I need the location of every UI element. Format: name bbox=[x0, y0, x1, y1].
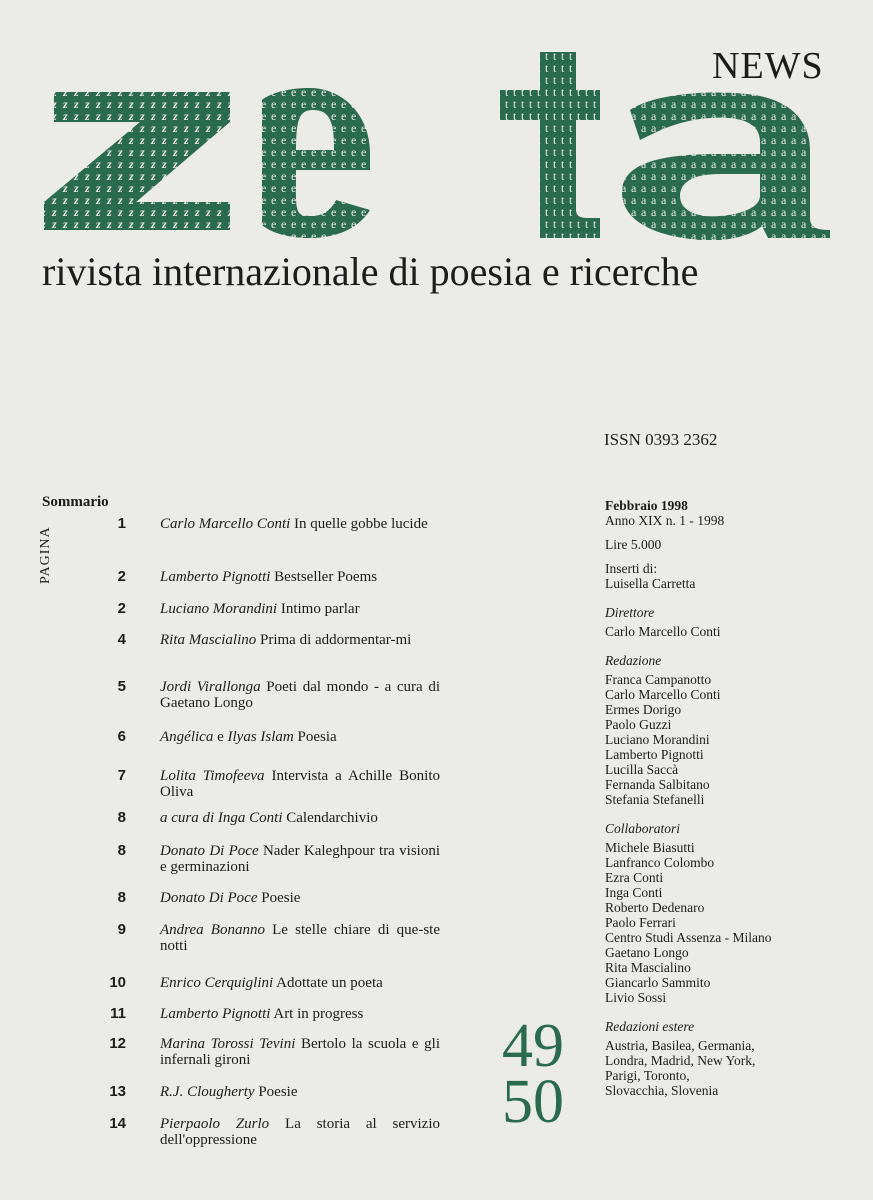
toc-entry-text bbox=[160, 679, 440, 711]
toc-entry-text bbox=[160, 632, 440, 648]
issn-number: ISSN 0393 2362 bbox=[604, 430, 718, 449]
issue-number bbox=[488, 1012, 578, 1136]
issue-price: Lire 5.000 bbox=[605, 537, 662, 552]
staff-name: Carlo Marcello Conti bbox=[605, 687, 721, 702]
staff-name: Rita Mascialino bbox=[605, 960, 691, 975]
toc-page-number: 8 bbox=[117, 842, 126, 859]
toc-author: Donato Di Poce bbox=[160, 890, 258, 906]
redazione-label: Redazione bbox=[605, 653, 662, 668]
toc-title: Adottate un poeta bbox=[276, 975, 383, 991]
staff-name: Lamberto Pignotti bbox=[605, 747, 704, 762]
news-label: NEWS bbox=[712, 45, 824, 87]
toc-author: Marina Torossi Tevini bbox=[160, 1036, 296, 1052]
toc-vertical-label: PAGINA bbox=[38, 526, 53, 584]
toc-entry-text bbox=[160, 1036, 440, 1068]
toc-title: Nader Kaleghpour tra visioni e germinazioni bbox=[160, 843, 440, 875]
toc-title: Art in progress bbox=[273, 1006, 364, 1022]
toc-author: Luciano Morandini bbox=[160, 601, 278, 617]
staff-name: Ezra Conti bbox=[605, 870, 664, 885]
staff-name: Luciano Morandini bbox=[605, 732, 710, 747]
toc-author: Lamberto Pignotti bbox=[160, 1006, 271, 1022]
staff-name: Michele Biasutti bbox=[605, 840, 695, 855]
toc-page-number: 11 bbox=[110, 1005, 126, 1022]
staff-name: Paolo Ferrari bbox=[605, 915, 676, 930]
redazioni-estere-list bbox=[605, 1038, 865, 1098]
toc-title: Bertolo la scuola e gli infernali gironi bbox=[160, 1036, 440, 1068]
toc-author: Enrico Cerquiglini bbox=[160, 975, 274, 991]
staff-name: Centro Studi Assenza - Milano bbox=[605, 930, 772, 945]
toc-author: Andrea Bonanno bbox=[160, 922, 265, 938]
staff-name: Austria, Basilea, Germania, bbox=[605, 1038, 755, 1053]
issue-number-bottom: 50 bbox=[502, 1068, 564, 1136]
toc-page-number: 12 bbox=[109, 1035, 126, 1052]
toc-title: Poesia bbox=[297, 729, 337, 745]
toc-entry-text bbox=[160, 843, 440, 875]
toc-title: Bestseller Poems bbox=[274, 569, 378, 585]
collaboratori-list bbox=[605, 840, 865, 1005]
toc-page-number: 2 bbox=[117, 600, 126, 617]
toc-page-number: 13 bbox=[109, 1083, 126, 1100]
toc-entry-text bbox=[160, 768, 440, 800]
staff-name: Inga Conti bbox=[605, 885, 663, 900]
staff-name: Livio Sossi bbox=[605, 990, 667, 1005]
toc-page-number: 6 bbox=[117, 728, 126, 745]
redazione-list bbox=[605, 672, 865, 807]
direttore-name: Carlo Marcello Conti bbox=[605, 624, 721, 639]
logo-letter-z bbox=[44, 92, 230, 230]
toc-page-number: 2 bbox=[117, 568, 126, 585]
toc-title: Intervista a Achille Bonito Oliva bbox=[160, 768, 441, 800]
staff-name: Paolo Guzzi bbox=[605, 717, 672, 732]
direttore-label: Direttore bbox=[605, 605, 655, 620]
toc-author: Ilyas Islam bbox=[227, 729, 294, 745]
staff-name: Slovacchia, Slovenia bbox=[605, 1083, 719, 1098]
toc-entry-text bbox=[160, 810, 440, 826]
logo-letter-t bbox=[500, 52, 600, 238]
toc-entry-text bbox=[160, 729, 440, 745]
staff-name: Lanfranco Colombo bbox=[605, 855, 715, 870]
staff-name: Ermes Dorigo bbox=[605, 702, 682, 717]
toc-entry-text bbox=[160, 601, 440, 617]
staff-name: Giancarlo Sammito bbox=[605, 975, 711, 990]
issue-number-top: 49 bbox=[502, 1012, 564, 1080]
collaboratori-label: Collaboratori bbox=[605, 821, 681, 836]
staff-name: Fernanda Salbitano bbox=[605, 777, 710, 792]
toc-page-number: 1 bbox=[117, 515, 126, 532]
toc-author: Carlo Marcello Conti bbox=[160, 516, 291, 532]
toc-title: Poesie bbox=[261, 890, 301, 906]
toc-entry-text bbox=[160, 1006, 440, 1022]
toc-page-number: 8 bbox=[117, 809, 126, 826]
toc-title: Calendarchivio bbox=[286, 810, 378, 826]
logo-letter-e bbox=[262, 88, 370, 238]
staff-name: Lucilla Saccà bbox=[605, 762, 679, 777]
toc-title: Prima di addormentar-mi bbox=[260, 632, 412, 648]
staff-name: Roberto Dedenaro bbox=[605, 900, 705, 915]
redazioni-estere-label: Redazioni estere bbox=[605, 1019, 695, 1034]
toc-author: a cura di Inga Conti bbox=[160, 810, 283, 826]
toc-page-number: 14 bbox=[109, 1115, 126, 1132]
toc-title: Poeti dal mondo - a cura di Gaetano Longo bbox=[160, 679, 440, 711]
toc-author: Lamberto Pignotti bbox=[160, 569, 271, 585]
logo-letter-a bbox=[622, 93, 830, 240]
toc-entry-text bbox=[160, 890, 440, 906]
staff-name: Londra, Madrid, New York, bbox=[605, 1053, 756, 1068]
magazine-subtitle: rivista internazionale di poesia e ricerche bbox=[42, 249, 699, 294]
toc-title: La storia al servizio dell'oppressione bbox=[160, 1116, 440, 1148]
toc-entry-text bbox=[160, 975, 440, 991]
toc-author: Lolita Timofeeva bbox=[160, 768, 265, 784]
toc-entry-text bbox=[160, 1084, 440, 1100]
issue-date: Febbraio 1998 bbox=[605, 498, 688, 513]
toc-page-number: 9 bbox=[117, 921, 126, 938]
toc-title: In quelle gobbe lucide bbox=[294, 516, 428, 532]
staff-name: Franca Campanotto bbox=[605, 672, 712, 687]
toc-entry-text bbox=[160, 569, 440, 585]
toc-title: Le stelle chiare di que-ste notti bbox=[160, 922, 440, 954]
inserts-name: Luisella Carretta bbox=[605, 576, 696, 591]
toc-author: R.J. Clougherty bbox=[160, 1084, 255, 1100]
toc-heading: Sommario bbox=[42, 494, 109, 510]
staff-name: Gaetano Longo bbox=[605, 945, 689, 960]
toc-page-number: 7 bbox=[117, 767, 126, 784]
toc-connector: e bbox=[213, 729, 228, 745]
toc-entry-text bbox=[160, 516, 440, 532]
toc-title: Intimo parlar bbox=[280, 601, 360, 617]
toc-entry-text bbox=[160, 1116, 440, 1148]
staff-name: Parigi, Toronto, bbox=[605, 1068, 690, 1083]
toc-entry-text bbox=[160, 922, 440, 954]
issue-year-line: Anno XIX n. 1 - 1998 bbox=[605, 513, 725, 528]
toc-author: Pierpaolo Zurlo bbox=[160, 1116, 270, 1132]
masthead-column bbox=[605, 498, 865, 1098]
toc-page-number: 5 bbox=[117, 678, 126, 695]
toc-title: Poesie bbox=[258, 1084, 298, 1100]
toc-page-number: 8 bbox=[117, 889, 126, 906]
toc-author: Angélica bbox=[160, 729, 214, 745]
toc-author: Donato Di Poce bbox=[160, 843, 259, 859]
toc-page-number: 4 bbox=[117, 631, 126, 648]
staff-name: Stefania Stefanelli bbox=[605, 792, 705, 807]
toc-page-number: 10 bbox=[109, 974, 126, 991]
toc-author: Rita Mascialino bbox=[160, 632, 257, 648]
toc-author: Jordi Virallonga bbox=[160, 679, 261, 695]
inserts-label: Inserti di: bbox=[605, 561, 658, 576]
